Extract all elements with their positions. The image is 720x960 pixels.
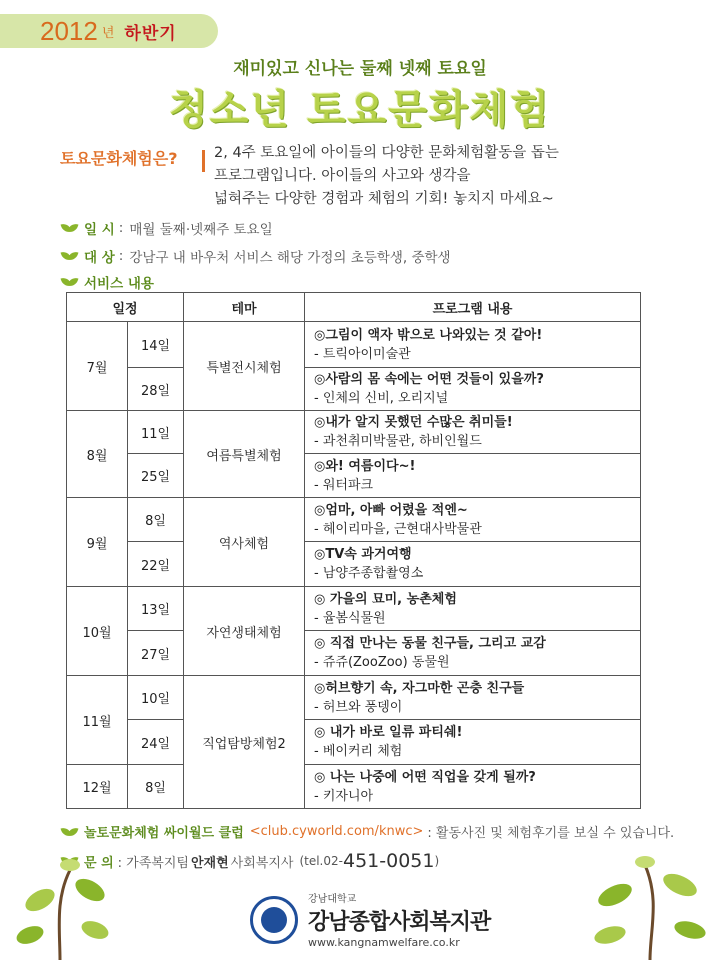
- program-place: - 허브와 풍뎅이: [314, 699, 403, 715]
- program-cell: [305, 368, 641, 411]
- month-cell: 12월: [67, 765, 128, 809]
- program-cell: [305, 322, 641, 368]
- program-title: ◎그림이 액자 밖으로 나와있는 것 같아!: [314, 327, 543, 343]
- colon: :: [118, 248, 124, 264]
- program-place: - 워터파크: [314, 477, 374, 493]
- program-cell: [305, 411, 641, 454]
- day-cell: 13일: [128, 587, 184, 631]
- organization-logo: [250, 890, 490, 949]
- table-row: [67, 587, 641, 631]
- program-title: ◎ 가을의 묘미, 농촌체험: [314, 591, 457, 607]
- program-title: ◎사람의 몸 속에는 어떤 것들이 있을까?: [314, 372, 544, 387]
- program-place: - 트릭아이미술관: [314, 346, 411, 362]
- colon: :: [118, 220, 124, 236]
- intro-line: 프로그램입니다. 아이들의 사고와 생각을: [214, 168, 471, 184]
- contact-label: 문 의: [84, 855, 114, 871]
- intro-line: 넓혀주는 다양한 경험과 체험의 기회! 놓치지 마세요~: [214, 191, 554, 207]
- seal-inner: [261, 907, 287, 933]
- program-cell: [305, 765, 641, 809]
- plant-left-icon: [0, 850, 140, 960]
- day-cell: 10일: [128, 676, 184, 720]
- program-title: ◎ 내가 바로 일류 파티쉐!: [314, 725, 463, 740]
- club-suffix: : 활동사진 및 체험후기를 보실 수 있습니다.: [427, 826, 675, 841]
- table-row: [67, 368, 641, 411]
- header-schedule: 일정: [67, 293, 184, 322]
- intro-description: [214, 142, 694, 211]
- program-cell: [305, 542, 641, 587]
- table-row: [67, 498, 641, 542]
- table-row: [67, 765, 641, 809]
- leaf-icon: [62, 277, 78, 287]
- half-label: 하반기: [124, 23, 177, 44]
- program-place: - 율봄식물원: [314, 610, 386, 626]
- intro-line: 2, 4주 토요일에 아이들의 다양한 문화체험활동을 돕는: [214, 145, 559, 161]
- info-label: 대 상: [84, 250, 115, 266]
- day-cell: 24일: [128, 720, 184, 765]
- year-unit: 년: [101, 25, 115, 41]
- theme-cell: 역사체험: [184, 498, 305, 587]
- phone-suffix: ): [434, 854, 440, 868]
- program-cell: [305, 454, 641, 498]
- table-row: [67, 454, 641, 498]
- info-date: [62, 218, 273, 238]
- header-theme: 테마: [184, 293, 305, 322]
- day-cell: 8일: [128, 498, 184, 542]
- theme-cell: 특별전시체험: [184, 322, 305, 411]
- table-row: [67, 720, 641, 765]
- table-row: [67, 631, 641, 676]
- program-cell: [305, 676, 641, 720]
- table-row: [67, 676, 641, 720]
- leaf-icon: [62, 223, 78, 233]
- program-title: ◎허브향기 속, 자그마한 곤충 친구들: [314, 680, 525, 696]
- university-seal-icon: [250, 896, 298, 944]
- program-cell: [305, 631, 641, 676]
- day-cell: 28일: [128, 368, 184, 411]
- info-target: [62, 246, 451, 266]
- info-value: 매월 둘째·넷째주 토요일: [129, 222, 273, 238]
- plant-right-icon: [560, 850, 720, 960]
- month-cell: 8월: [67, 411, 128, 498]
- theme-cell: 여름특별체험: [184, 411, 305, 498]
- leaf-icon: [62, 251, 78, 261]
- year-badge: [0, 14, 218, 48]
- program-title: ◎TV속 과거여행: [314, 547, 412, 562]
- day-cell: 11일: [128, 411, 184, 454]
- theme-cell: 자연생태체험: [184, 587, 305, 676]
- org-name: 강남종합사회복지관: [308, 910, 491, 935]
- day-cell: 14일: [128, 322, 184, 368]
- schedule-table: [66, 292, 641, 809]
- day-cell: 27일: [128, 631, 184, 676]
- table-row: [67, 411, 641, 454]
- program-place: - 과천취미박물관, 하비인월드: [314, 434, 482, 449]
- info-value: 강남구 내 바우처 서비스 해당 가정의 초등학생, 중학생: [129, 250, 451, 266]
- phone-prefix: (tel.02-: [299, 854, 343, 868]
- leaf-icon: [62, 827, 78, 837]
- program-title: ◎엄마, 아빠 어렸을 적엔~: [314, 502, 468, 518]
- info-label: 서비스 내용: [84, 276, 154, 292]
- program-place: - 키자니아: [314, 788, 374, 804]
- program-place: - 베이커리 체험: [314, 744, 403, 759]
- org-university: 강남대학교: [308, 894, 357, 905]
- intro-label: 토요문화체험은?: [60, 149, 178, 168]
- day-cell: 25일: [128, 454, 184, 498]
- club-line: [62, 822, 674, 841]
- month-cell: 11월: [67, 676, 128, 765]
- subtitle: 재미있고 신나는 둘째 넷째 토요일: [233, 59, 487, 79]
- program-title: ◎ 나는 나중에 어떤 직업을 갖게 될까?: [314, 769, 536, 785]
- table-row: [67, 542, 641, 587]
- org-text: [308, 890, 490, 949]
- table-row: [67, 322, 641, 368]
- month-cell: 7월: [67, 322, 128, 411]
- program-place: - 인체의 신비, 오리지널: [314, 391, 449, 406]
- header-program: 프로그램 내용: [305, 293, 641, 322]
- info-service: [62, 272, 158, 292]
- day-cell: 8일: [128, 765, 184, 809]
- program-title: ◎내가 알지 못했던 수많은 취미들!: [314, 415, 513, 430]
- page-title: 청소년 토요문화체험: [169, 87, 551, 133]
- divider-bar: [202, 150, 205, 172]
- program-place: - 남양주종합촬영소: [314, 566, 424, 581]
- info-label: 일 시: [84, 222, 115, 238]
- month-cell: 10월: [67, 587, 128, 676]
- club-link[interactable]: <club.cyworld.com/knwc>: [249, 824, 424, 839]
- club-name: 놀토문화체험 싸이월드 클럽: [84, 826, 244, 841]
- day-cell: 22일: [128, 542, 184, 587]
- table-header-row: [67, 293, 641, 322]
- month-cell: 9월: [67, 498, 128, 587]
- program-place: - 쥬쥬(ZooZoo) 동물원: [314, 655, 450, 670]
- program-cell: [305, 498, 641, 542]
- program-title: ◎ 직접 만나는 동물 친구들, 그리고 교감: [314, 636, 546, 651]
- contact-prefix: : 가족복지팀: [117, 855, 189, 871]
- program-place: - 헤이리마을, 근현대사박물관: [314, 521, 482, 537]
- contact-role: 사회복지사: [230, 855, 294, 871]
- contact-name: 안재현: [190, 855, 229, 871]
- program-cell: [305, 587, 641, 631]
- theme-cell: 직업탐방체험2: [184, 676, 305, 809]
- program-cell: [305, 720, 641, 765]
- phone-number: 451-0051: [342, 850, 435, 872]
- org-url[interactable]: www.kangnamwelfare.co.kr: [308, 936, 460, 949]
- program-title: ◎와! 여름이다~!: [314, 458, 416, 474]
- year-text: 2012: [40, 15, 98, 46]
